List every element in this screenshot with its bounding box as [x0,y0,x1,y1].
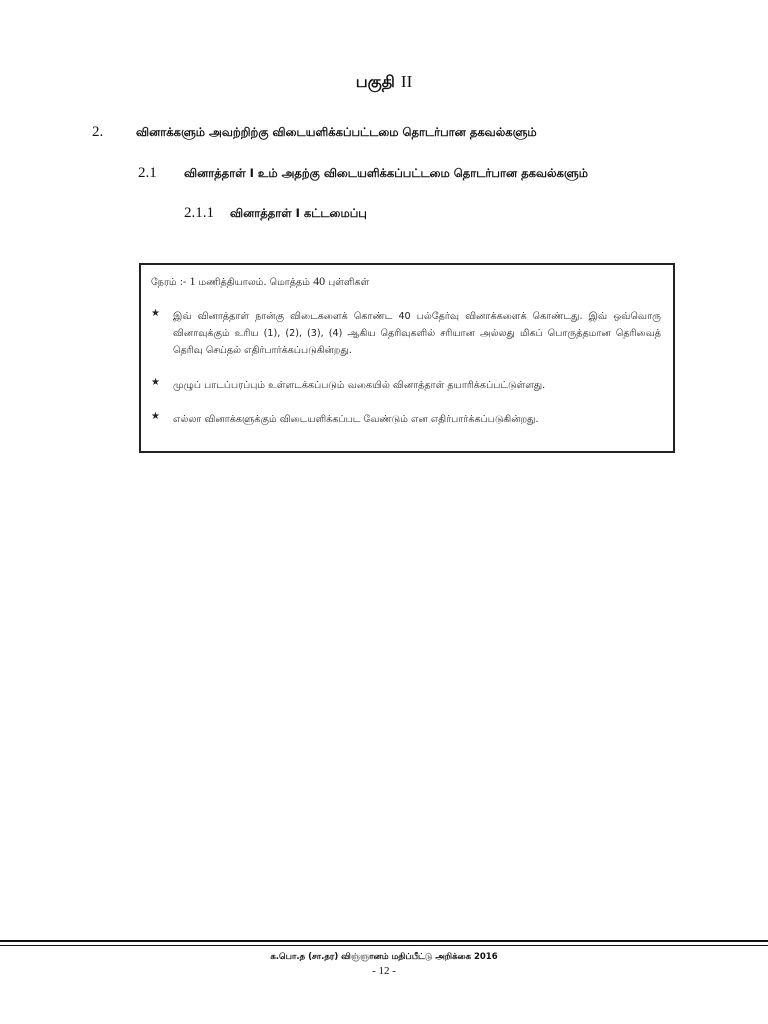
list-item-text: எல்லா வினாக்களுக்கும் விடையளிக்கப்பட வேண்டும் என எதிர்பார்க்கப்படுகின்றது. [173,414,539,425]
part-title-roman: II [400,72,413,91]
section-title: வினாக்களும் அவற்றிற்கு விடையளிக்கப்பட்டமை தொடர்பான தகவல்களும் [136,125,537,139]
time-value: 1 [189,274,196,288]
list-item [151,377,661,394]
star-bullet-icon: ★ [151,411,160,422]
paper-structure-box [139,263,675,453]
list-item-text: முழுப் பாடப்பரப்பும் உள்ளடக்கப்படும் வகையில் வினாத்தாள் தயாரிக்கப்பட்டுள்ளது. [173,380,546,391]
section-number: 2.1.1 [184,205,214,221]
section-heading-2-1 [138,165,588,182]
page-number: - 12 - [372,965,396,977]
section-number: 2.1 [138,165,157,181]
time-unit-label: மணித்தியாலம். மொத்தம் [195,277,314,288]
marks-label: புள்ளிகள் [325,277,370,288]
section-heading-2-1-1 [184,205,367,222]
star-bullet-icon: ★ [151,377,160,388]
list-item [151,308,661,359]
time-and-marks-line [151,274,369,289]
footer-title: க.பொ.த (சா.தர) விஞ்ஞானம் மதிப்பீட்டு அறிக்கை 2016 [270,952,498,962]
marks-value: 40 [313,274,326,288]
section-title: வினாத்தாள் I கட்டமைப்பு [230,206,367,220]
part-title-word: பகுதி [355,72,395,91]
section-heading-2 [92,124,537,141]
list-item-text: இவ் வினாத்தாள் நான்கு விடைகளைக் கொண்ட 40 பல்தேர்வு வினாக்களைக் கொண்டது. இவ் ஒவ்வொரு வினாவுக்கும் உரிய (1), (2), (3), (4) ஆகிய தெரிவுகளில் சரியான அல்லது மிகப் பொருத்தமான தெரிவைத் தெரிவு செய்தல் எதிர்பார்க்கப்படுகின்றது. [173,311,661,356]
part-title [0,72,768,93]
footer-divider [0,940,768,942]
section-title: வினாத்தாள் I உம் அதற்கு விடையளிக்கப்பட்டமை தொடர்பான தகவல்களும் [184,166,588,180]
time-label: நேரம் :- [151,277,190,288]
list-item [151,411,661,428]
section-number: 2. [92,124,104,140]
star-bullet-icon: ★ [151,308,160,319]
footer-divider-thin [0,945,768,946]
